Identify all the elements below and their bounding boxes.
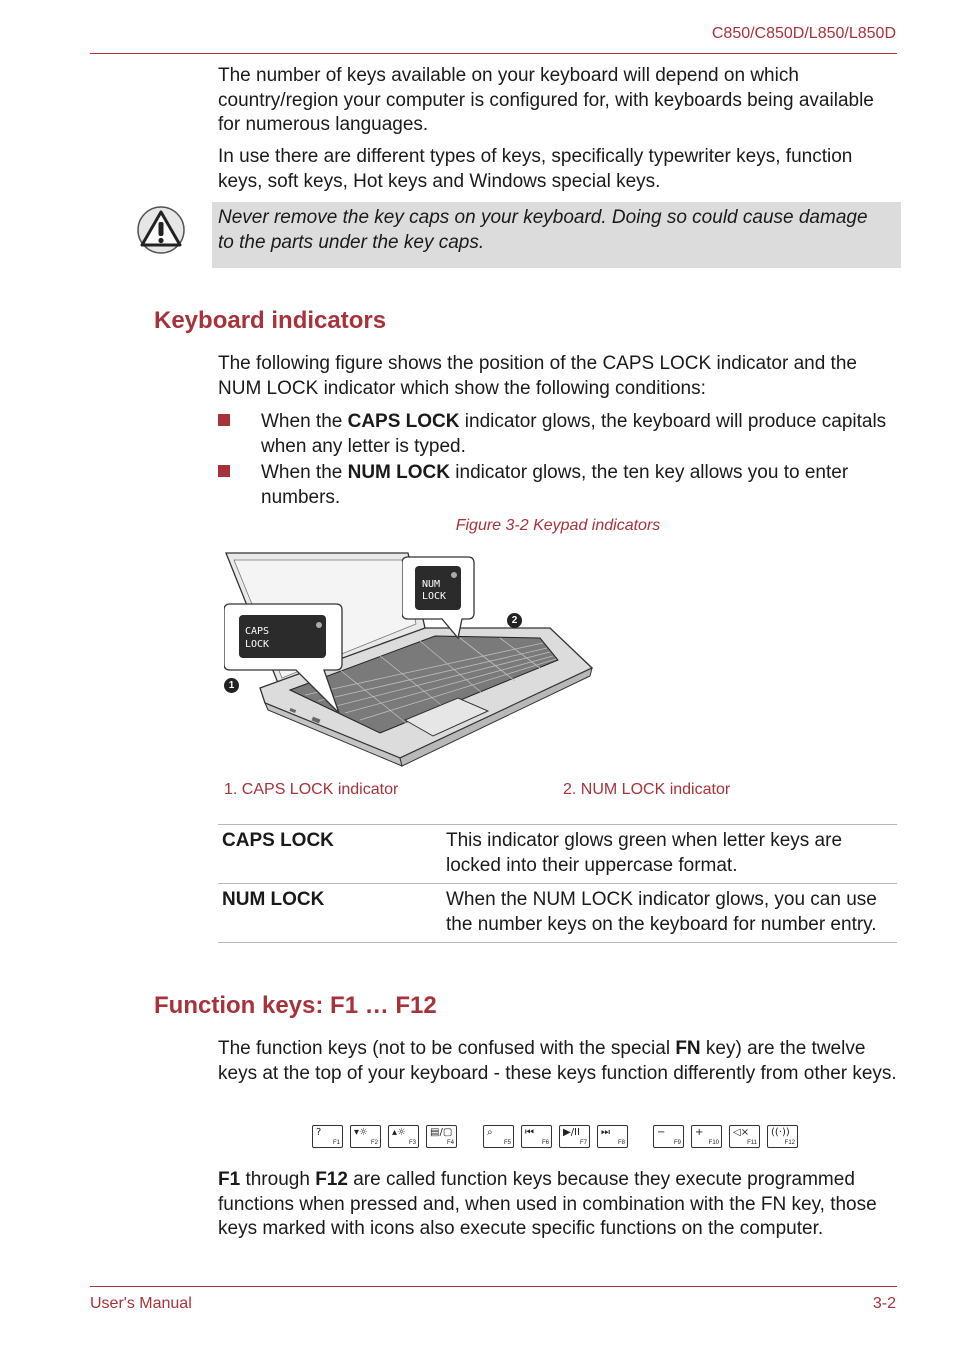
num-callout-line-2: LOCK: [422, 591, 447, 602]
volume-up-icon: +: [695, 1127, 704, 1138]
table-row: [218, 825, 897, 884]
description-cell: This indicator glows green when letter keys are locked into their uppercase format.: [442, 825, 897, 884]
search-icon: ⌕: [487, 1127, 493, 1138]
brightness-down-icon: ▾☼: [354, 1127, 368, 1138]
footer-manual-title: User's Manual: [90, 1295, 192, 1312]
f12-key: ((·)) F12: [767, 1125, 798, 1148]
bullet-num-lock: When the NUM LOCK indicator glows, the ten key allows you to enter numbers.: [261, 462, 849, 508]
marker-2: 2: [507, 613, 522, 628]
term-cell: CAPS LOCK: [218, 825, 442, 884]
intro-paragraph-2: In use there are different types of keys, specifically typewriter keys, function keys, soft keys, Hot keys and Windows special keys.: [218, 146, 853, 192]
warning-text: Never remove the key caps on your keyboard. Doing so could cause damage to the parts under the key caps.: [218, 207, 868, 253]
footer-rule: [90, 1286, 897, 1287]
term-cell: NUM LOCK: [218, 884, 442, 943]
function-keys-intro: The function keys (not to be confused with the special FN key) are the twelve keys at the top of your keyboard - these keys function differently from other keys.: [218, 1038, 897, 1084]
description-cell: When the NUM LOCK indicator glows, you can use the number keys on the keyboard for number entry.: [442, 884, 897, 943]
f8-key: ⏭ F8: [597, 1125, 628, 1148]
f7-key: ▶/II F7: [559, 1125, 590, 1148]
next-track-icon: ⏭: [601, 1127, 610, 1138]
bullet-square: [218, 465, 230, 477]
indicator-definitions-table: [218, 824, 897, 943]
f11-key: ◁× F11: [729, 1125, 760, 1148]
help-icon: ?: [316, 1127, 322, 1138]
f6-key: ⏮ F6: [521, 1125, 552, 1148]
warning-triangle-icon: [136, 205, 186, 255]
wireless-icon: ((·)): [771, 1127, 790, 1138]
table-row: [218, 884, 897, 943]
bullet-caps-lock: When the CAPS LOCK indicator glows, the keyboard will produce capitals when any letter is typed.: [261, 411, 887, 457]
display-switch-icon: ▤/▢: [430, 1127, 453, 1138]
keyboard-indicators-intro: The following figure shows the position of the CAPS LOCK indicator and the NUM LOCK indicator which show the following conditions:: [218, 353, 857, 399]
function-keys-description: F1 through F12 are called function keys because they execute programmed functions when pressed and, when used in combination with the FN key, those keys marked with icons also execute specific functions on the computer.: [218, 1169, 877, 1239]
f3-key: ▴☼ F3: [388, 1125, 419, 1148]
previous-track-icon: ⏮: [525, 1127, 534, 1138]
f4-key: ▤/▢ F4: [426, 1125, 457, 1148]
num-callout-line-1: NUM: [422, 579, 441, 590]
legend-item-num-lock: 2. NUM LOCK indicator: [563, 781, 731, 798]
mute-icon: ◁×: [733, 1127, 750, 1138]
f2-key: ▾☼ F2: [350, 1125, 381, 1148]
volume-down-icon: −: [657, 1127, 666, 1138]
caps-callout-line-2: LOCK: [245, 639, 270, 650]
f1-key: ? F1: [312, 1125, 343, 1148]
caps-lock-callout: [224, 603, 344, 718]
document-model-header: C850/C850D/L850/L850D: [711, 25, 896, 42]
f9-key: − F9: [653, 1125, 684, 1148]
brightness-up-icon: ▴☼: [392, 1127, 406, 1138]
section-heading-keyboard-indicators: Keyboard indicators: [154, 307, 387, 334]
intro-paragraph-1: The number of keys available on your keyboard will depend on which country/region your computer is configured for, with keyboards being available for numerous languages.: [218, 65, 874, 135]
legend-item-caps-lock: 1. CAPS LOCK indicator: [224, 781, 399, 798]
marker-1: 1: [224, 678, 239, 693]
bullet-square: [218, 414, 230, 426]
section-heading-function-keys: Function keys: F1 … F12: [154, 992, 437, 1019]
figure-caption: Figure 3-2 Keypad indicators: [455, 517, 661, 534]
f10-key: + F10: [691, 1125, 722, 1148]
f5-key: ⌕ F5: [483, 1125, 514, 1148]
play-pause-icon: ▶/II: [563, 1127, 580, 1138]
footer-page-number: 3-2: [872, 1295, 896, 1312]
caps-callout-line-1: CAPS: [245, 626, 270, 637]
num-lock-callout: [402, 556, 477, 641]
header-rule: [90, 53, 897, 54]
